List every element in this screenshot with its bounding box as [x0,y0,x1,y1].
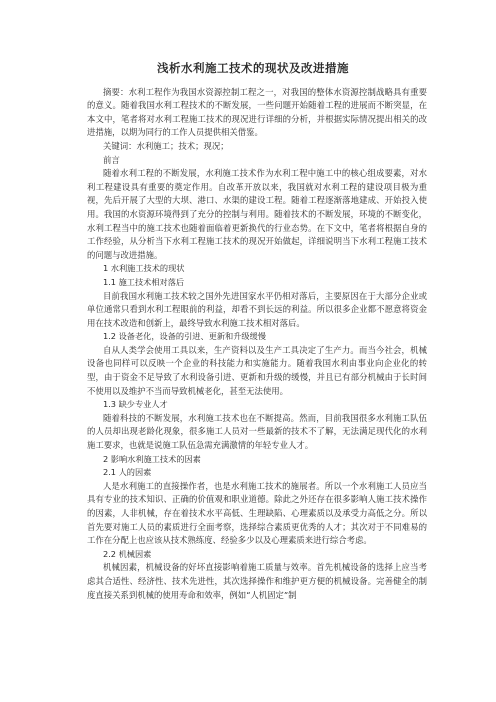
section-heading-1: 1 水利施工技术的现状 [103,263,185,274]
paragraph-1-1: 目前我国水利施工技术较之国外先进国家水平仍相对落后，主要原因在于大部分企业或单位通常只看到水利工程眼前的利益，却看不到长远的利益。所以很多企业都不愿意将资金用在技术改造和创新上，最终导致水利施工技术相对落后。 [87,290,427,328]
abstract-paragraph: 摘要：水利工程作为我国水资源控制工程之一，对我国的整体水资源控制战略具有重要的意义。随着我国水利工程技术的不断发展，一些问题开始随着工程的进展而不断突显，在本文中，笔者将对水利工程施工技术的现况进行详细的分析，并根据实际情况提出相关的改进措施，以期为同行的工作人员提供相关借鉴。 [87,86,427,138]
keywords-line: 关键词：水利施工；技术；现况； [103,140,229,151]
subsection-heading-1-1: 1.1 施工技术相对落后 [103,276,185,287]
paragraph-1-2: 自从人类学会使用工具以来，生产资料以及生产工具决定了生产力。而当今社会，机械设备也同样可以反映一个企业的科技能力和实施能力。随着我国水利由事业向企业化的转型，由于资金不足导致了水利设备引进、更新和升级的缓慢，并且已有部分机械由于长时间不使用以及维护不当而导致机械老化，甚至无法使用。 [87,344,427,396]
subsection-heading-1-3: 1.3 缺少专业人才 [103,399,168,410]
subsection-heading-2-1: 2.1 人的因素 [103,467,152,478]
paragraph-2-1: 人是水利施工的直接操作者，也是水利施工技术的施展者。所以一个水利施工人员应当具有专业的技术知识、正确的价值观和职业道德。除此之外还存在很多影响人施工技术操作的因素，人非机械，存在着技术水平高低、生理缺陷、心理素质以及承受力高低之分。所以首先要对施工人员的素质进行全面考察，选择综合素质更优秀的人才；其次对于不同难易的工作在分配上也应该从技术熟练度、经验多少以及心理素质来进行综合考虑。 [87,480,427,546]
subsection-heading-2-2: 2.2 机械因素 [103,548,152,559]
paragraph-1-3: 随着科技的不断发展，水利施工技术也在不断提高。然而，目前我国很多水利施工队伍的人员却出现老龄化现象，很多施工人员对一些最新的技术不了解，无法满足现代化的水利施工要求，也就是说施工队伍急需充满激情的年轻专业人才。 [87,412,427,451]
subsection-heading-1-2: 1.2 设备老化，设备的引进、更新和升级缓慢 [103,331,266,342]
article-title: 浅析水利施工技术的现状及改进措施 [157,61,349,75]
section-heading-2: 2 影响水利施工技术的因素 [103,453,201,464]
paragraph-2-2: 机械因素，机械设备的好坏直接影响着施工质量与效率。首先机械设备的选择上应当考虑其合适性、经济性、技术先进性，其次选择操作和维护更方便的机械设备。完善健全的制度直接关系到机械的使用寿命和效率，例如“人机固定”制 [87,562,427,600]
preface-paragraph: 随着水利工程的不断发展，水利施工技术作为水利工程中施工中的核心组成要素，对水利工程建设具有重要的奠定作用。自改革开放以来，我国就对水利工程的建设项目极为重视，先后开展了大型的大坝、港口、水渠的建设工程。随着工程逐渐落地建成、开始投入使用。我国的水资源环境得到了充分的控制与利用。随着技术的不断发展，环境的不断变化，水利工程当中的施工技术也随着面临着更新换代的行业态势。在下文中，笔者将根据自身的工作经验，从分析当下水利工程施工技术的现况开始做起，详细说明当下水利工程施工技术的问题与改进措施。 [87,168,427,260]
preface-heading: 前言 [103,154,120,165]
